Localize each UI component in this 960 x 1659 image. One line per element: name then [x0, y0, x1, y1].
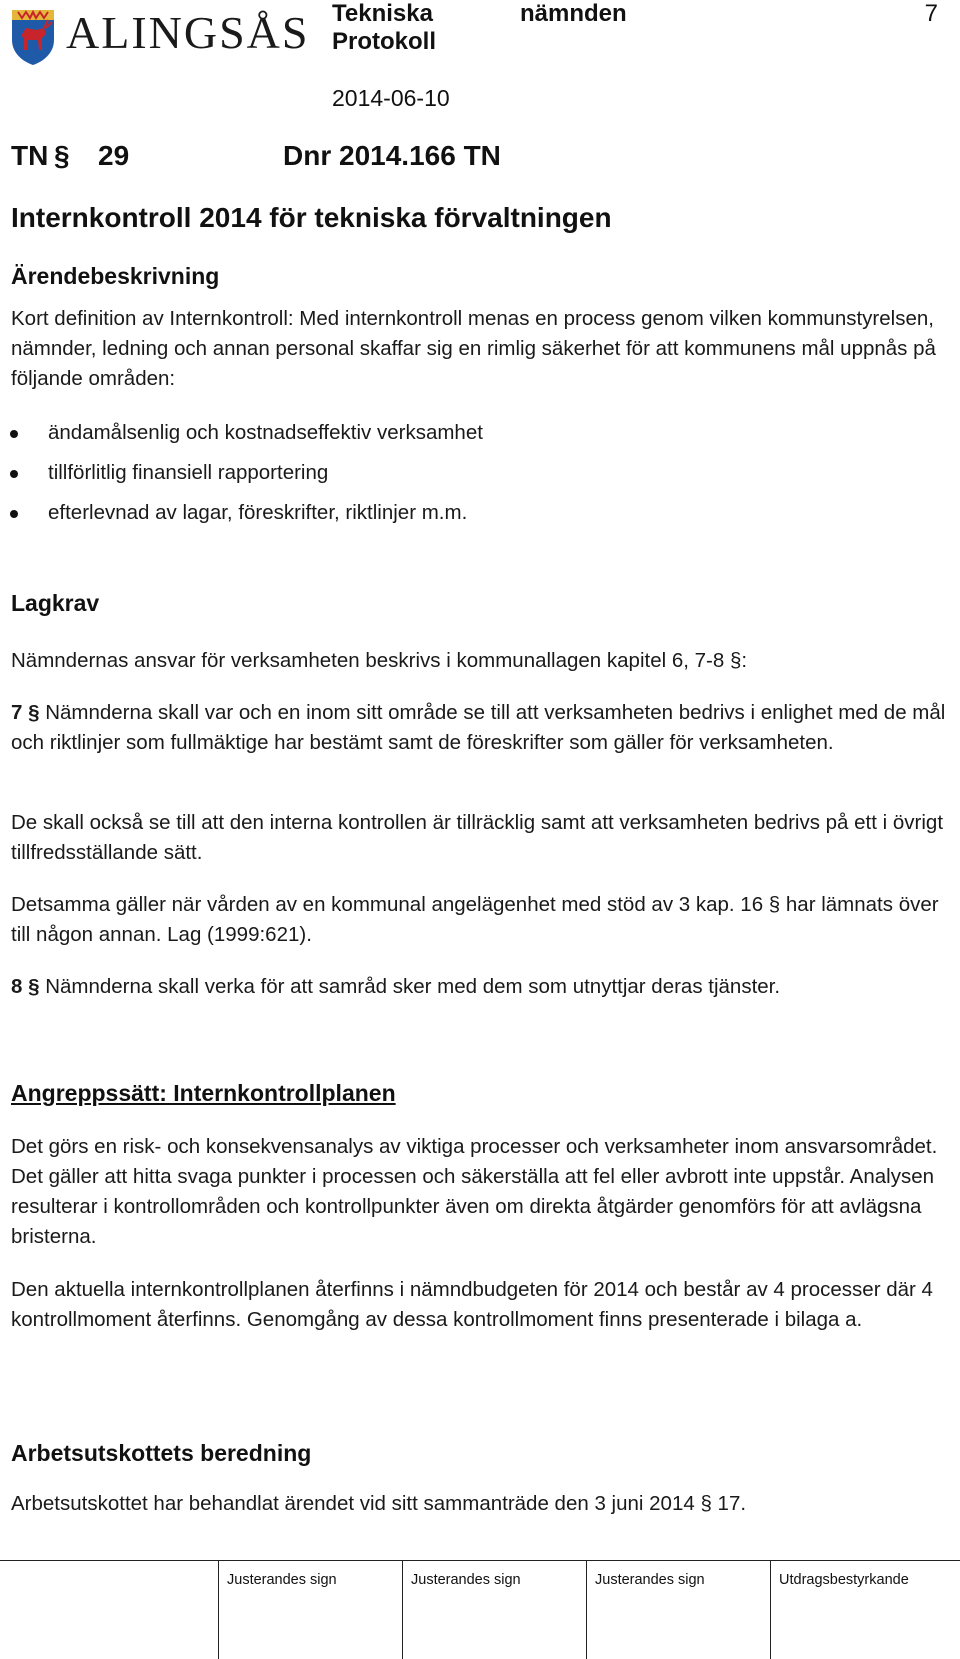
paragraph-7-number: 7 §	[11, 701, 40, 724]
municipality-logo	[8, 6, 310, 68]
certification-box	[770, 1560, 959, 1659]
lagkrav-intro: Nämndernas ansvar för verksamheten beskrivs i kommunallagen kapitel 6, 7-8 §:	[11, 649, 748, 672]
list-item	[0, 458, 900, 498]
paragraph-8	[11, 972, 956, 1002]
paragraph-7-delegation: Detsamma gäller när vården av en kommunal angelägenhet med stöd av 3 kap. 16 § har lämnats över till någon annan. Lag (1999:621).	[11, 893, 939, 946]
org-name-part1: Tekniska	[332, 0, 433, 27]
signature-box	[218, 1560, 403, 1659]
section-symbol: §	[54, 140, 70, 171]
heading-lagkrav: Lagkrav	[11, 590, 100, 616]
objectives-list	[0, 418, 900, 538]
bullet-icon	[10, 510, 18, 518]
signature-label: Justerandes sign	[595, 1572, 705, 1588]
certification-label: Utdragsbestyrkande	[779, 1572, 909, 1588]
list-item-text: efterlevnad av lagar, föreskrifter, riktlinjer m.m.	[48, 501, 468, 524]
heading-arendebeskrivning: Ärendebeskrivning	[11, 263, 220, 289]
case-prefix: TN	[11, 140, 49, 171]
page-title: Internkontroll 2014 för tekniska förvaltningen	[11, 202, 612, 233]
angreppssatt-paragraph-2: Den aktuella internkontrollplanen återfinns i nämndbudgeten för 2014 och består av 4 processer där 4 kontrollmoment återfinns. Genomgång av dessa kontrollmoment finns presenterade i bilaga a.	[11, 1278, 933, 1331]
org-name-part2: nämnden	[520, 0, 627, 27]
bullet-icon	[10, 430, 18, 438]
intro-paragraph: Kort definition av Internkontroll: Med internkontroll menas en process genom vilken kommunstyrelsen, nämnder, ledning och annan personal skaffar sig en rimlig säkerhet för att kommunens mål uppnås på följande områden:	[11, 307, 936, 390]
case-number: 29	[98, 140, 130, 171]
heading-angreppssatt: Angreppssätt: Internkontrollplanen	[11, 1080, 396, 1106]
heading-arbetsutskott: Arbetsutskottets beredning	[11, 1440, 312, 1466]
list-item	[0, 418, 900, 458]
paragraph-7	[11, 698, 956, 758]
signature-box	[402, 1560, 587, 1659]
logo-wordmark: ALINGSÅS	[66, 7, 310, 58]
list-item-text: tillförlitlig finansiell rapportering	[48, 461, 329, 484]
angreppssatt-paragraph-1: Det görs en risk- och konsekvensanalys av viktiga processer och verksamheter inom ansvarsområdet. Det gäller att hitta svaga punkter i processen och säkerställa att fel eller avbrott inte uppstår. Analysen resulterar i kontrollområden och kontrollpunkter även om direkta åtgärder genomförs för att avlägsna bristerna.	[11, 1135, 938, 1248]
list-item-text: ändamålsenlig och kostnadseffektiv verksamhet	[48, 421, 483, 444]
document-type: Protokoll	[332, 28, 437, 55]
page-number: 7	[924, 0, 938, 27]
signature-label: Justerandes sign	[227, 1572, 337, 1588]
diary-number: Dnr 2014.166 TN	[283, 140, 501, 171]
arbetsutskott-text: Arbetsutskottet har behandlat ärendet vid sitt sammanträde den 3 juni 2014 § 17.	[11, 1492, 747, 1515]
signature-label: Justerandes sign	[411, 1572, 521, 1588]
signature-box	[586, 1560, 771, 1659]
paragraph-7-internal-control: De skall också se till att den interna kontrollen är tillräcklig samt att verksamheten bedrivs på ett i övrigt tillfredsställande sätt.	[11, 811, 944, 864]
bullet-icon	[10, 470, 18, 478]
meeting-date: 2014-06-10	[332, 85, 450, 111]
list-item	[0, 498, 900, 538]
coat-of-arms-icon	[8, 6, 58, 66]
paragraph-8-number: 8 §	[11, 975, 40, 998]
paragraph-8-text: Nämnderna skall verka för att samråd sker med dem som utnyttjar deras tjänster.	[39, 975, 781, 998]
paragraph-7-text: Nämnderna skall var och en inom sitt område se till att verksamheten bedrivs i enlighet med de mål och riktlinjer som fullmäktige har bestämt samt de föreskrifter som gäller för verksamheten.	[11, 701, 946, 754]
